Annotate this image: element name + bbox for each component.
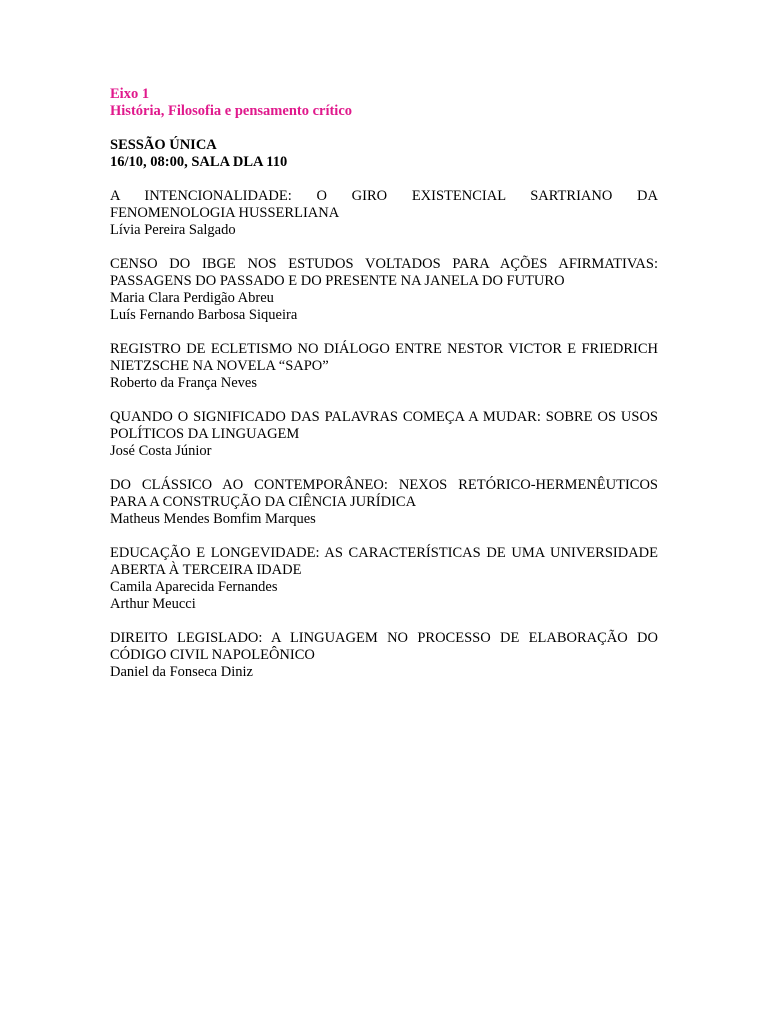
paper-entry <box>110 630 658 681</box>
paper-entry <box>110 256 658 324</box>
paper-author: Camila Aparecida Fernandes <box>110 579 278 595</box>
axis-label: Eixo 1 <box>110 86 150 102</box>
paper-entry <box>110 341 658 392</box>
paper-entry <box>110 409 658 460</box>
paper-title: QUANDO O SIGNIFICADO DAS PALAVRAS COMEÇA A MUDAR: SOBRE OS USOS POLÍTICOS DA LINGUAGEM <box>110 409 658 442</box>
axis-theme: História, Filosofia e pensamento crítico <box>110 103 353 119</box>
paper-entry <box>110 545 658 613</box>
paper-title: DIREITO LEGISLADO: A LINGUAGEM NO PROCESSO DE ELABORAÇÃO DO CÓDIGO CIVIL NAPOLEÔNICO <box>110 630 658 663</box>
paper-author: Matheus Mendes Bomfim Marques <box>110 511 316 527</box>
session-details: 16/10, 08:00, SALA DLA 110 <box>110 154 288 170</box>
paper-entry <box>110 477 658 528</box>
paper-author: Arthur Meucci <box>110 596 196 612</box>
paper-author: Daniel da Fonseca Diniz <box>110 664 253 680</box>
paper-author: Lívia Pereira Salgado <box>110 222 236 238</box>
paper-title: DO CLÁSSICO AO CONTEMPORÂNEO: NEXOS RETÓRICO-HERMENÊUTICOS PARA A CONSTRUÇÃO DA CIÊNCIA JURÍDICA <box>110 477 658 510</box>
paper-title: A INTENCIONALIDADE: O GIRO EXISTENCIAL SARTRIANO DA FENOMENOLOGIA HUSSERLIANA <box>110 188 658 221</box>
session-header <box>110 137 658 171</box>
paper-entry <box>110 188 658 239</box>
paper-author: Roberto da França Neves <box>110 375 257 391</box>
paper-author: Luís Fernando Barbosa Siqueira <box>110 307 298 323</box>
paper-author: Maria Clara Perdigão Abreu <box>110 290 274 306</box>
paper-title: REGISTRO DE ECLETISMO NO DIÁLOGO ENTRE NESTOR VICTOR E FRIEDRICH NIETZSCHE NA NOVELA “SAPO” <box>110 341 658 374</box>
paper-title: EDUCAÇÃO E LONGEVIDADE: AS CARACTERÍSTICAS DE UMA UNIVERSIDADE ABERTA À TERCEIRA IDADE <box>110 545 658 578</box>
axis-header <box>110 86 658 120</box>
document-page <box>110 86 658 681</box>
paper-title: CENSO DO IBGE NOS ESTUDOS VOLTADOS PARA AÇÕES AFIRMATIVAS: PASSAGENS DO PASSADO E DO PRESENTE NA JANELA DO FUTURO <box>110 256 658 289</box>
session-name: SESSÃO ÚNICA <box>110 137 217 153</box>
paper-author: José Costa Júnior <box>110 443 212 459</box>
